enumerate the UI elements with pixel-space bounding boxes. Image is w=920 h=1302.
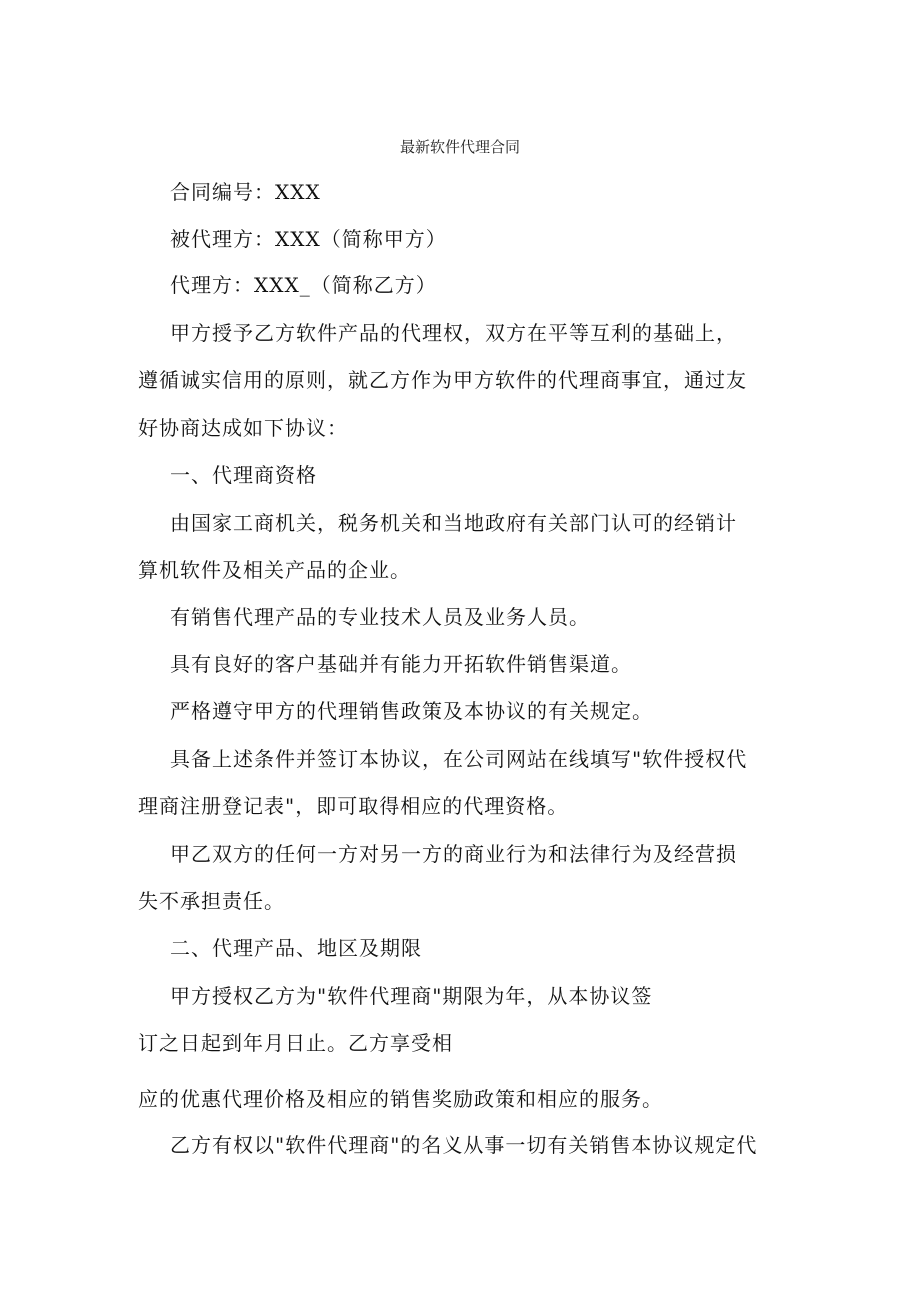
paragraph-line: 甲方授权乙方为"软件代理商"期限为年，从本协议签 (170, 984, 653, 1008)
preamble-line-3: 好协商达成如下协议： (138, 416, 348, 440)
paragraph-line: 有销售代理产品的专业技术人员及业务人员。 (170, 605, 590, 629)
paragraph-line: 算机软件及相关产品的企业。 (138, 558, 411, 582)
paragraph-line: 失不承担责任。 (138, 889, 285, 913)
paragraph-line: 具备上述条件并签订本协议，在公司网站在线填写"软件授权代 (170, 747, 748, 771)
paragraph-line: 严格遵守甲方的代理销售政策及本协议的有关规定。 (170, 699, 653, 723)
section-heading-1: 一、代理商资格 (170, 463, 317, 487)
paragraph-line: 乙方有权以"软件代理商"的名义从事一切有关销售本协议规定代 (170, 1133, 758, 1157)
paragraph-line: 具有良好的客户基础并有能力开拓软件销售渠道。 (170, 652, 632, 676)
principal-line: 被代理方：XXX（简称甲方） (170, 227, 447, 251)
paragraph-line: 甲乙双方的任何一方对另一方的商业行为和法律行为及经营损 (170, 842, 737, 866)
contract-number-line: 合同编号：XXX (170, 180, 321, 204)
paragraph-line: 理商注册登记表"，即可取得相应的代理资格。 (138, 794, 569, 818)
agent-line: 代理方：XXX_（简称乙方） (170, 273, 437, 297)
preamble-line-2: 遵循诚实信用的原则，就乙方作为甲方软件的代理商事宜，通过友 (138, 368, 747, 392)
section-heading-2: 二、代理产品、地区及期限 (170, 936, 422, 960)
paragraph-line: 由国家工商机关，税务机关和当地政府有关部门认可的经销计 (170, 511, 737, 535)
paragraph-line: 订之日起到年月日止。乙方享受相 (138, 1031, 453, 1055)
document-title: 最新软件代理合同 (399, 138, 520, 156)
paragraph-line: 应的优惠代理价格及相应的销售奖励政策和相应的服务。 (138, 1087, 663, 1111)
preamble-line-1: 甲方授予乙方软件产品的代理权，双方在平等互利的基础上， (170, 321, 737, 345)
